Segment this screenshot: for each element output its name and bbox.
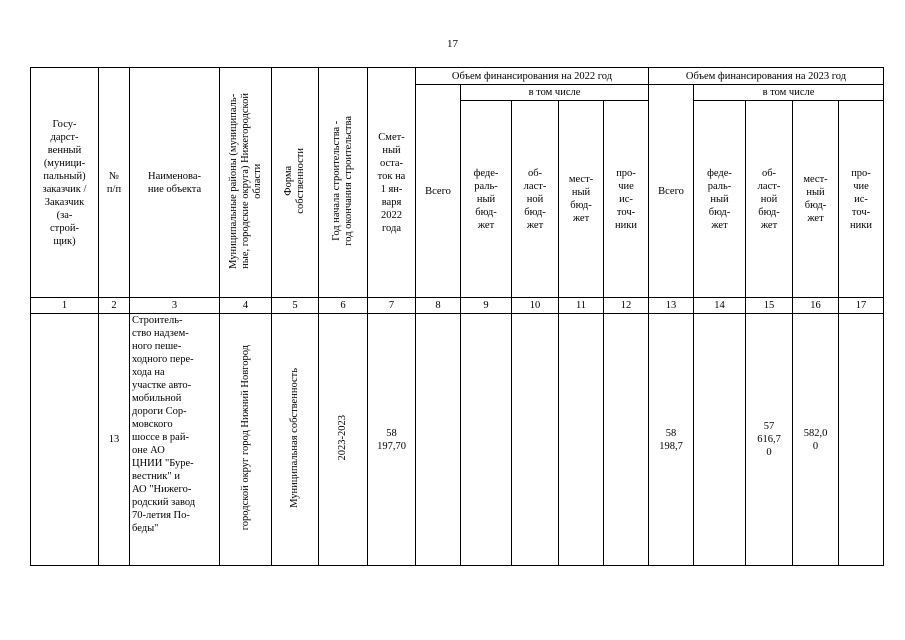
header-object-name: Наименова- ние объекта (130, 68, 220, 298)
header-regional-2023: об- ласт- ной бюд- жет (746, 101, 793, 298)
header-balance: Смет- ный оста- ток на 1 ян- варя 2022 года (368, 68, 416, 298)
header-municipal: Муниципальные районы (муниципаль- ные, городские округа) Нижегородской области (227, 92, 263, 269)
header-municipal-cell (220, 68, 272, 298)
col-number-13: 13 (649, 298, 694, 314)
cell-other-2023 (839, 314, 884, 566)
header-ownership: Форма собственности (283, 147, 306, 214)
col-number-11: 11 (559, 298, 604, 314)
header-fin-2023: Объем финансирования на 2023 год (649, 68, 884, 85)
cell-total-2022 (416, 314, 461, 566)
header-years: Год начала строительства - год окончания строительства (331, 115, 354, 246)
cell-number: 13 (99, 314, 130, 566)
col-number-14: 14 (694, 298, 746, 314)
col-number-4: 4 (220, 298, 272, 314)
col-number-2: 2 (99, 298, 130, 314)
col-number-5: 5 (272, 298, 319, 314)
cell-federal-2022 (461, 314, 512, 566)
cell-ownership: Муниципальная собственность (289, 367, 300, 508)
col-number-9: 9 (461, 298, 512, 314)
col-number-1: 1 (31, 298, 99, 314)
header-number: № п/п (99, 68, 130, 298)
col-number-16: 16 (793, 298, 839, 314)
cell-ownership-cell (272, 314, 319, 566)
page-number: 17 (447, 38, 458, 50)
header-other-2023: про- чие ис- точ- ники (839, 101, 884, 298)
cell-local-2022 (559, 314, 604, 566)
col-number-3: 3 (130, 298, 220, 314)
col-number-8: 8 (416, 298, 461, 314)
header-regional-2022: об- ласт- ной бюд- жет (512, 101, 559, 298)
cell-customer (31, 314, 99, 566)
col-number-7: 7 (368, 298, 416, 314)
col-number-6: 6 (319, 298, 368, 314)
financing-table (30, 67, 884, 566)
cell-object-name: Строитель- ство надзем- ного пеше- ходного пере- хода на участке авто- мобильной дороги Сор- мовского шоссе в рай- оне АО ЦНИИ "Буре- вестник" и АО "Нижего- родский завод 70-летия По- беды" (130, 314, 220, 566)
cell-regional-2023: 57 616,7 0 (746, 314, 793, 566)
header-local-2023: мест- ный бюд- жет (793, 101, 839, 298)
cell-years: 2023-2023 (337, 414, 348, 461)
header-including-2022: в том числе (461, 85, 649, 101)
header-total-2023: Всего (649, 85, 694, 298)
cell-other-2022 (604, 314, 649, 566)
col-number-10: 10 (512, 298, 559, 314)
header-federal-2022: феде- раль- ный бюд- жет (461, 101, 512, 298)
header-other-2022: про- чие ис- точ- ники (604, 101, 649, 298)
cell-total-2023: 58 198,7 (649, 314, 694, 566)
cell-regional-2022 (512, 314, 559, 566)
header-ownership-cell (272, 68, 319, 298)
cell-municipal-cell (220, 314, 272, 566)
header-customer: Госу- дарст- венный (муници- пальный) заказчик / Заказчик (за- строй- щик) (31, 68, 99, 298)
col-number-12: 12 (604, 298, 649, 314)
cell-municipal: городской округ город Нижний Новгород (239, 344, 251, 531)
table-row (31, 314, 884, 566)
col-number-15: 15 (746, 298, 793, 314)
cell-local-2023: 582,0 0 (793, 314, 839, 566)
header-fin-2022: Объем финансирования на 2022 год (416, 68, 649, 85)
header-including-2023: в том числе (694, 85, 884, 101)
header-federal-2023: феде- раль- ный бюд- жет (694, 101, 746, 298)
cell-federal-2023 (694, 314, 746, 566)
col-number-17: 17 (839, 298, 884, 314)
header-years-cell (319, 68, 368, 298)
cell-balance: 58 197,70 (368, 314, 416, 566)
cell-years-cell (319, 314, 368, 566)
header-local-2022: мест- ный бюд- жет (559, 101, 604, 298)
header-total-2022: Всего (416, 85, 461, 298)
